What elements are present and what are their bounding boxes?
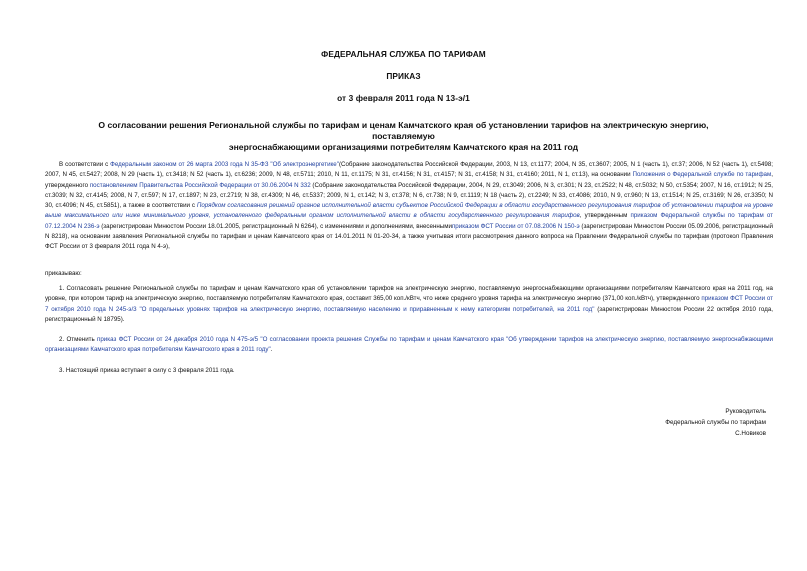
fst-order-150-link[interactable]: приказом ФСТ России от 07.08.2006 N 150-э [451, 222, 580, 230]
title-line-2: энергоснабжающими организациями потребителям Камчатского края на 2011 год [228, 142, 579, 152]
signature-agency: Федеральной службы по тарифам [665, 419, 766, 426]
item-1-text: (зарегистрирован Минюстом России 22 октября 2010 года, регистрационный N 18795). [45, 305, 773, 323]
document-title [70, 120, 737, 153]
preamble-text: (зарегистрирован Минюстом России 05.09.2006, регистрационный N 8218), на основании заявления Региональной службы по тарифам и ценам Камчатского края от 14.01.2011 N 01-20-34, а также учитывая итоги рассмотрения данного вопроса на Правлении Федеральной службы по тарифам (протокол Правления ФСТ России от 3 февраля 2011 года N 4-э), [45, 222, 773, 250]
approval-procedure-link[interactable]: Порядком согласования решений органов исполнительной власти субъектов Российской Федерации в области государственного регулирования тарифов об установлении тарифов на уровне выше максимального или ниже минимального уровня, установленного федеральным органом исполнительной власти в области государственного регулирования тарифов [45, 202, 773, 220]
document-type-heading: ПРИКАЗ [386, 71, 421, 81]
item-2-text: . [270, 346, 273, 354]
preamble-text: (зарегистрирован Минюстом России 18.01.2005, регистрационный N 6264), с изменениями и дополнениями, внесенными [99, 222, 452, 230]
preamble-text: (Собрание законодательства Российской Федерации, 2003, N 13, ст.1177; 2004, N 35, ст.3607; 2005, N 1 (часть 1), ст.37; 2006, N 52 (часть 1), ст.5498; 2007, N 45, ст.5427; 2008, N 29 (часть 1), ст.3418; N 52 (часть 1), ст.6236; 2009, N 48, ст.5711; 2010, N 11, ст.1175; N 31, ст.4156; N 31, ст.4157; N 31, ст.4158; N 31, ст.4160; 2011, N 1, ст.13), на основании [45, 161, 773, 179]
preamble-paragraph [45, 160, 773, 252]
preamble-text: (Собрание законодательства Российской Федерации, 2004, N 29, ст.3049; 2006, N 3, ст.301; N 23, ст.2522; N 48, ст.5032; N 50, ст.5354; 2007, N 16, ст.1912; N 25, ст.3039; N 32, ст.4145; 2008, N 7, ст.597; N 17, ст.1897; N 23, ст.2719; N 38, ст.4309; N 46, ст.5337; 2009, N 1, ст.142; N 3, ст.378; N 6, ст.738; N 9, ст.1119; N 18 (часть 2), ст.2249; N 33, ст.4086; 2010, N 9, ст.960; N 13, ст.1514; N 25, ст.3169; N 26, ст.3350; N 30, ст.4096; N 45, ст.5851), а также в соответствии с [45, 181, 774, 209]
fst-order-475-link[interactable]: приказ ФСТ России от 24 декабря 2010 года N 475-э/5 "О согласовании проекта решения Службы по тарифам и ценам Камчатского края "Об утверждении тарифов на электрическую энергию, поставляемую энергоснабжающими организациями Камчатского края потребителям Камчатского края в 2011 году" [45, 336, 773, 354]
preamble-text: В соответствии с [59, 161, 111, 168]
signature-name: С.Новиков [735, 430, 766, 437]
date-number-heading: от 3 февраля 2011 года N 13-э/1 [337, 93, 470, 103]
fst-order-245-link[interactable]: приказом ФСТ России от 7 октября 2010 года N 245-э/3 "О предельных уровнях тарифов на электрическую энергию, поставляемую населению и приравненным к нему категориям потребителей, на 2011 год" [45, 295, 773, 313]
title-line-1: О согласовании решения Региональной службы по тарифам и ценам Камчатского края об установлении тарифов на электрическую энергию, поставляемую [98, 120, 709, 141]
fst-order-236-link[interactable]: приказом Федеральной службы по тарифам от 07.12.2004 N 236-э [45, 212, 773, 230]
fst-regulation-link[interactable]: Положения о Федеральной службе по тарифам [632, 171, 772, 179]
item-1-text: 1. Согласовать решение Региональной службы по тарифам и ценам Камчатского края об установлении тарифов на электрическую энергию, поставляемую энергоснабжающими организациями потребителям Камчатского края на 2011 год, на уровне, при котором тариф на электрическую энергию, поставляемую потребителям Камчатского края, составит 365,00 коп./кВтч, что ниже среднего уровня тарифа на электрическую энергию (371,00 коп./кВтч), утвержденного [45, 285, 773, 303]
government-decree-link[interactable]: постановлением Правительства Российской Федерации от 30.06.2004 N 332 [89, 181, 311, 189]
agency-heading: ФЕДЕРАЛЬНАЯ СЛУЖБА ПО ТАРИФАМ [321, 49, 486, 59]
item-1-paragraph [45, 284, 773, 325]
preamble-text: , утвержденным [579, 212, 631, 220]
federal-law-link[interactable]: Федеральным законом от 26 марта 2003 года N 35-ФЗ "Об электроэнергетике" [110, 161, 339, 168]
signature-block [665, 406, 766, 439]
item-2-paragraph [45, 335, 773, 356]
signature-position: Руководитель [725, 408, 766, 415]
item-2-text: 2. Отменить [59, 336, 98, 343]
orders-line: приказываю: [45, 270, 82, 277]
preamble-text: , утвержденного [45, 171, 773, 189]
item-3-paragraph: 3. Настоящий приказ вступает в силу с 3 февраля 2011 года. [59, 367, 235, 374]
